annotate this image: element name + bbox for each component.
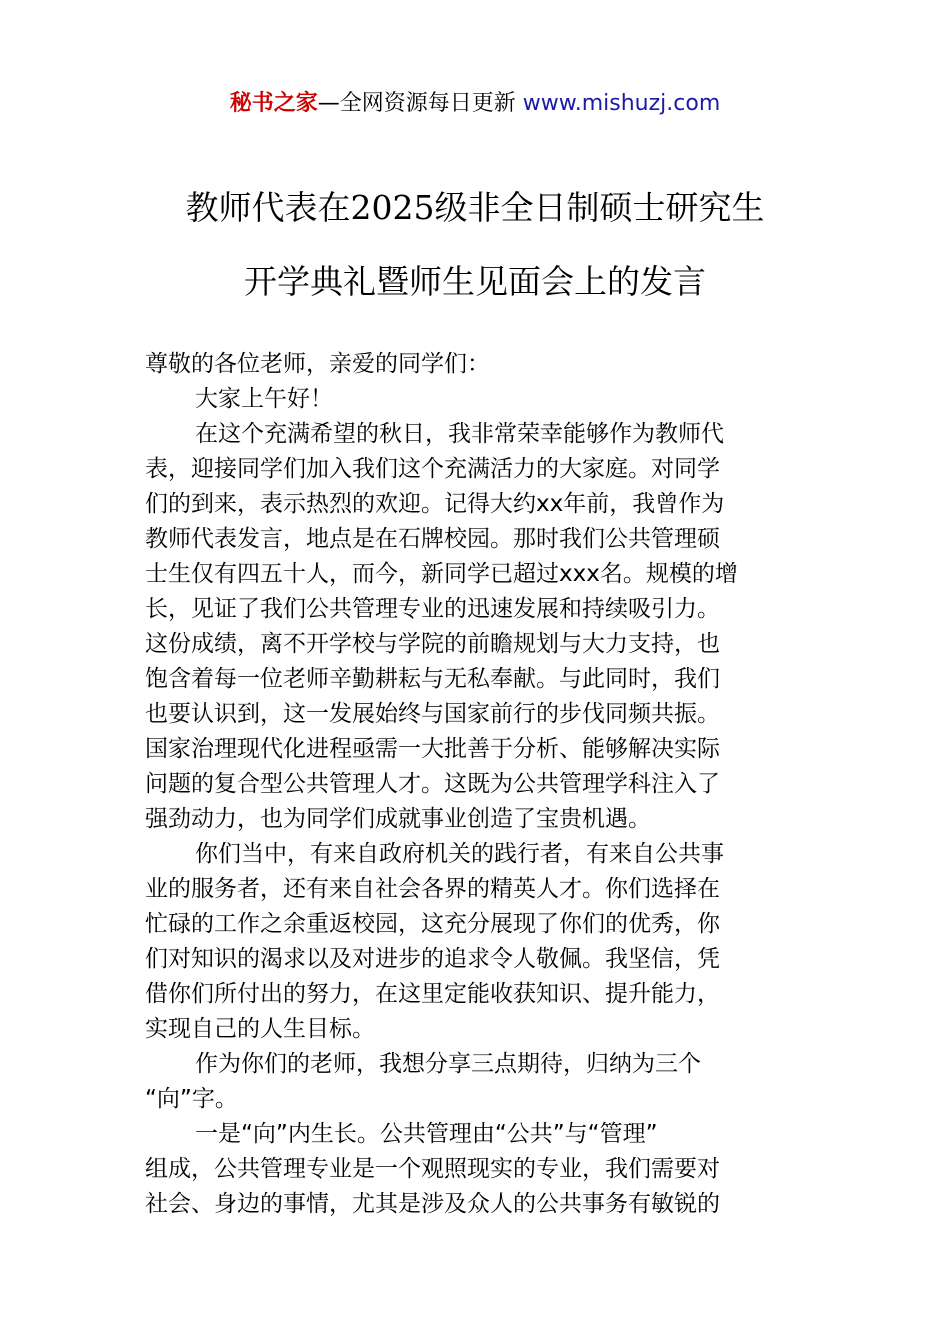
body-line: 们的到来，表示热烈的欢迎。记得大约xx年前，我曾作为 <box>145 491 725 517</box>
document-title <box>0 186 950 304</box>
body-line: 教师代表发言，地点是在石牌校园。那时我们公共管理硕 <box>145 526 720 552</box>
body-line: 问题的复合型公共管理人才。这既为公共管理学科注入了 <box>145 771 720 797</box>
body-line: 忙碌的工作之余重返校园，这充分展现了你们的优秀，你 <box>145 911 720 937</box>
body-line: 们对知识的渴求以及对进步的追求令人敬佩。我坚信，凭 <box>145 946 720 972</box>
body-line: 饱含着每一位老师辛勤耕耘与无私奉献。与此同时，我们 <box>145 666 720 692</box>
body-line: 长，见证了我们公共管理专业的迅速发展和持续吸引力。 <box>145 596 720 622</box>
body-line: 士生仅有四五十人，而今，新同学已超过xxx名。规模的增 <box>145 561 738 587</box>
site-url-link[interactable]: www.mishuzj.com <box>522 91 721 116</box>
body-line: “向”字。 <box>145 1086 238 1112</box>
body-line: 也要认识到，这一发展始终与国家前行的步伐同频共振。 <box>145 701 720 727</box>
body-line: 作为你们的老师，我想分享三点期待，归纳为三个 <box>195 1051 701 1077</box>
site-header <box>0 88 950 120</box>
body-line: 表，迎接同学们加入我们这个充满活力的大家庭。对同学 <box>145 456 720 482</box>
site-tagline: —全网资源每日更新 <box>317 91 523 116</box>
document-body <box>145 347 810 1222</box>
body-line: 实现自己的人生目标。 <box>145 1016 375 1042</box>
title-line-2: 开学典礼暨师生见面会上的发言 <box>244 262 706 301</box>
site-brand: 秘书之家 <box>229 91 318 116</box>
title-line-1: 教师代表在2025级非全日制硕士研究生 <box>185 188 765 227</box>
body-line: 社会、身边的事情，尤其是涉及众人的公共事务有敏锐的 <box>145 1191 720 1217</box>
body-line: 国家治理现代化进程亟需一大批善于分析、能够解决实际 <box>145 736 720 762</box>
body-line: 组成，公共管理专业是一个观照现实的专业，我们需要对 <box>145 1156 720 1182</box>
body-line: 借你们所付出的努力，在这里定能收获知识、提升能力， <box>145 981 720 1007</box>
body-line: 这份成绩，离不开学校与学院的前瞻规划与大力支持，也 <box>145 631 720 657</box>
greeting: 大家上午好！ <box>195 386 333 412</box>
body-line: 你们当中，有来自政府机关的践行者，有来自公共事 <box>195 841 724 867</box>
salutation: 尊敬的各位老师，亲爱的同学们： <box>145 351 490 377</box>
body-line: 在这个充满希望的秋日，我非常荣幸能够作为教师代 <box>195 421 724 447</box>
body-line: 业的服务者，还有来自社会各界的精英人才。你们选择在 <box>145 876 720 902</box>
body-line: 一是“向”内生长。公共管理由“公共”与“管理” <box>195 1121 658 1147</box>
body-line: 强劲动力，也为同学们成就事业创造了宝贵机遇。 <box>145 806 651 832</box>
